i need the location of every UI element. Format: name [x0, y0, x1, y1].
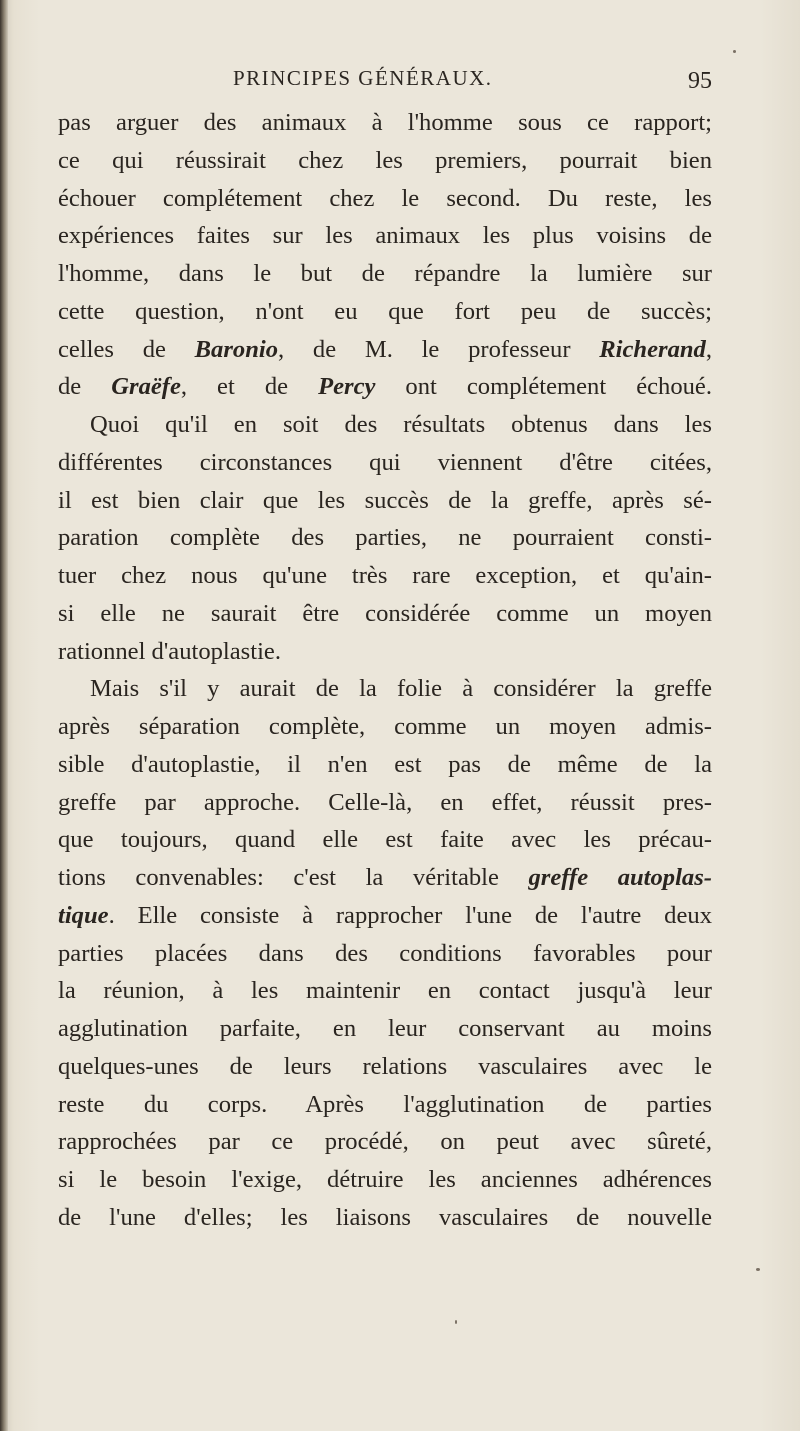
italic-name: greffe autoplas- [528, 864, 712, 891]
text-line [58, 897, 712, 935]
text-run: , de M. le professeur [278, 335, 600, 363]
text-line [58, 746, 712, 784]
paper-speck [455, 1320, 457, 1324]
text-line [58, 595, 712, 633]
text-run: cette question, n'ont eu que fort peu de succès; [58, 297, 712, 325]
text-run: reste du corps. Après l'agglutination de parties [58, 1090, 712, 1118]
text-run: ont complétement échoué. [375, 373, 712, 401]
text-run: rationnel d'autoplastie. [58, 637, 281, 665]
text-run: rapprochées par ce procédé, on peut avec sûreté, [58, 1128, 712, 1156]
text-run: parties placées dans des conditions favorables pour [58, 939, 712, 967]
text-line [58, 1048, 712, 1086]
text-run: sible d'autoplastie, il n'en est pas de même de la [58, 750, 712, 778]
italic-name: Richerand [599, 335, 706, 363]
text-line [58, 557, 712, 595]
text-run: expériences faites sur les animaux les plus voisins de [58, 222, 712, 250]
text-line [58, 482, 712, 520]
body-text [58, 104, 712, 1237]
text-run: agglutination parfaite, en leur conservant au moins [58, 1015, 712, 1042]
paper-speck [733, 50, 736, 53]
text-run: quelques-unes de leurs relations vasculaires avec le [58, 1052, 712, 1080]
text-run: paration complète des parties, ne pourraient consti- [58, 524, 712, 552]
text-line [58, 670, 712, 708]
text-run: celles de [58, 335, 195, 363]
text-line [58, 519, 712, 557]
italic-name: Graëfe [111, 373, 181, 401]
text-run: pas arguer des animaux à l'homme sous ce rapport; [58, 109, 712, 136]
text-run: tuer chez nous qu'une très rare exception, et qu'ain- [58, 562, 712, 589]
text-line [58, 368, 712, 406]
running-head: PRINCIPES GÉNÉRAUX. [233, 66, 493, 90]
text-line [58, 784, 712, 822]
text-run: , [705, 335, 712, 363]
italic-name: Baronio [194, 335, 279, 363]
paper-speck [756, 1268, 760, 1271]
text-line [58, 708, 712, 746]
text-run: Mais s'il y aurait de la folie à considérer la greffe [90, 675, 712, 703]
text-line [58, 444, 712, 482]
text-run: greffe par approche. Celle-là, en effet, réussit pres- [58, 788, 712, 816]
italic-name: Percy [318, 373, 376, 401]
text-line [58, 1123, 712, 1161]
text-line [58, 142, 712, 180]
text-line [58, 633, 712, 671]
text-line [58, 293, 712, 331]
text-run: différentes circonstances qui viennent d'être citées, [58, 448, 712, 476]
text-run: il est bien clair que les succès de la greffe, après sé- [58, 486, 712, 514]
text-run: échouer complétement chez le second. Du reste, les [58, 184, 712, 212]
text-run: , et de [180, 373, 319, 401]
text-line [58, 1086, 712, 1124]
text-run: ce qui réussirait chez les premiers, pourrait bien [58, 146, 712, 174]
text-run: tions convenables: c'est la véritable [58, 864, 529, 891]
book-spine-shadow [0, 0, 8, 1431]
text-line [58, 1161, 712, 1199]
text-line [58, 859, 712, 897]
text-line [58, 180, 712, 218]
page-number: 95 [688, 68, 712, 94]
text-run: . Elle consiste à rapprocher l'une de l'autre deux [108, 901, 712, 929]
text-line [58, 821, 712, 859]
text-run: si elle ne saurait être considérée comme un moyen [58, 599, 712, 627]
text-run: de [58, 373, 112, 401]
text-run: si le besoin l'exige, détruire les anciennes adhérences [58, 1166, 712, 1193]
italic-name: tique [58, 901, 109, 929]
text-line [58, 255, 712, 293]
text-line [58, 972, 712, 1010]
text-run: Quoi qu'il en soit des résultats obtenus dans les [90, 411, 712, 438]
text-line [58, 331, 712, 369]
text-line [58, 406, 712, 444]
text-run: la réunion, à les maintenir en contact jusqu'à leur [58, 977, 712, 1005]
text-line [58, 1010, 712, 1048]
text-run: l'homme, dans le but de répandre la lumière sur [58, 260, 712, 287]
text-run: que toujours, quand elle est faite avec les précau- [58, 826, 712, 854]
text-line [58, 217, 712, 255]
text-line [58, 1199, 712, 1237]
text-line [58, 104, 712, 142]
text-run: après séparation complète, comme un moyen admis- [58, 713, 712, 740]
text-line [58, 935, 712, 973]
page-header [58, 66, 712, 106]
text-run: de l'une d'elles; les liaisons vasculaires de nouvelle [58, 1203, 712, 1231]
